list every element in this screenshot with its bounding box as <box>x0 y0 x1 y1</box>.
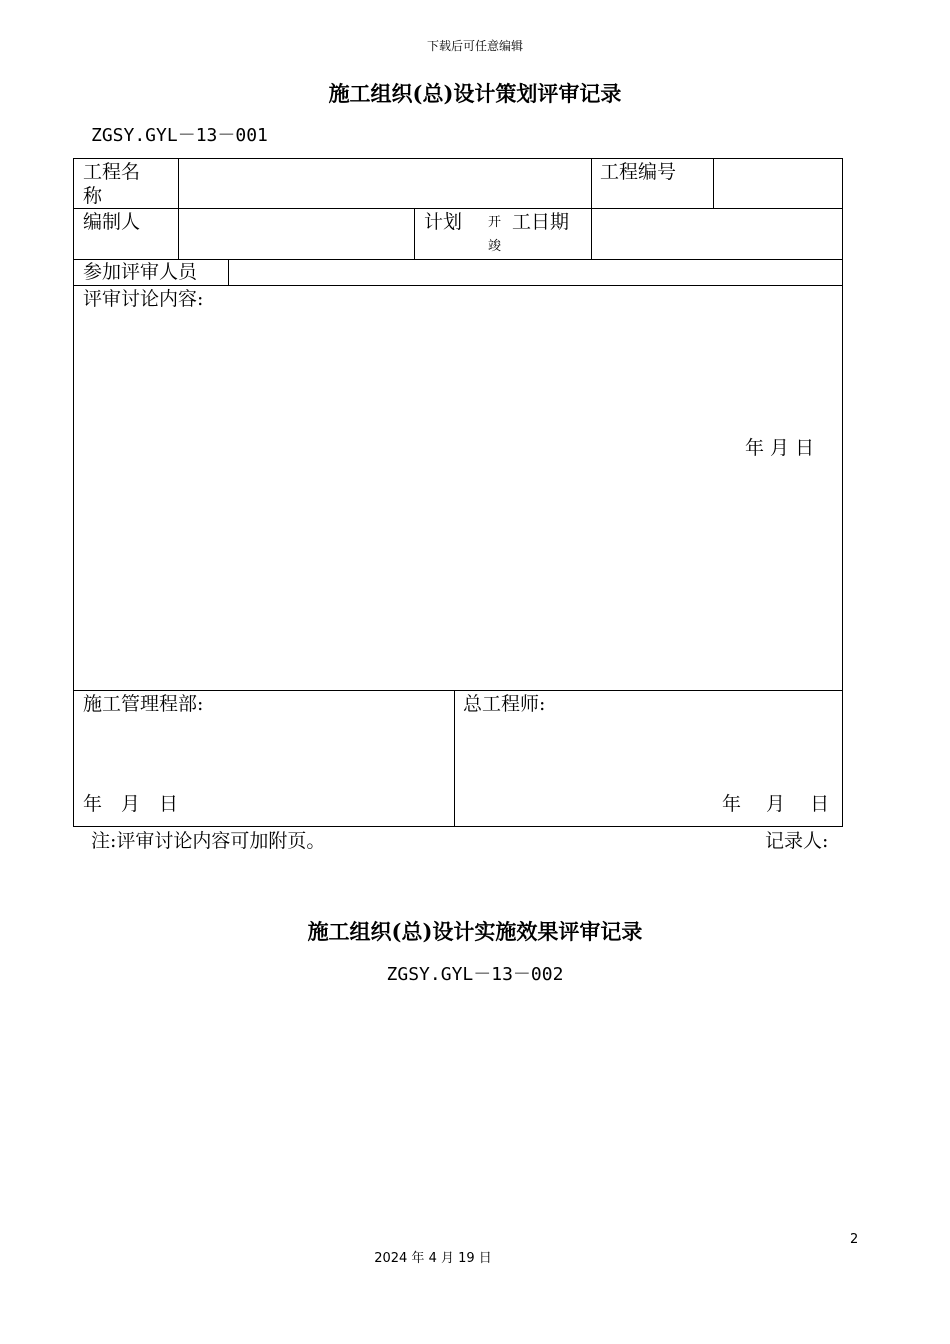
table-line <box>73 826 843 827</box>
page-number: 2 <box>850 1232 859 1247</box>
participants-label: 参加评审人员 <box>83 261 198 283</box>
plan-label: 计划 <box>424 211 463 233</box>
table-line <box>73 690 843 691</box>
chief-engineer-label: 总工程师: <box>463 693 546 715</box>
chief-engineer-date: 年 月 日 <box>722 793 830 815</box>
discussion-label: 评审讨论内容: <box>83 288 204 310</box>
table-line <box>73 158 843 159</box>
record-2-title: 施工组织(总)设计实施效果评审记录 <box>307 919 643 944</box>
project-number-label: 工程编号 <box>600 161 677 183</box>
start-char: 开 <box>488 215 502 230</box>
construction-dept-date: 年 月 日 <box>83 793 179 815</box>
table-line <box>842 158 843 827</box>
footer-date: 2024 年 4 月 19 日 <box>374 1251 492 1266</box>
record-1-title: 施工组织(总)设计策划评审记录 <box>328 81 622 106</box>
record-2-code: ZGSY.GYL－13－002 <box>386 964 564 985</box>
table-line <box>228 259 229 286</box>
table-line <box>713 158 714 209</box>
table-line <box>73 285 843 286</box>
header-note: 下载后可任意编辑 <box>426 39 523 53</box>
table-line <box>414 208 415 259</box>
record-1-code: ZGSY.GYL－13－001 <box>91 125 268 146</box>
table-line <box>73 208 843 209</box>
work-date-label: 工日期 <box>512 211 570 233</box>
table-line <box>591 158 592 259</box>
discussion-date: 年 月 日 <box>745 437 815 459</box>
note-text: 注:评审讨论内容可加附页。 <box>91 830 326 852</box>
compiler-label: 编制人 <box>83 211 141 233</box>
table-line <box>178 158 179 259</box>
end-char: 竣 <box>488 239 502 254</box>
table-line <box>454 690 455 827</box>
project-name-label: 工程名 称 <box>83 161 141 207</box>
table-line <box>73 158 74 827</box>
construction-dept-label: 施工管理程部: <box>83 693 204 715</box>
recorder-label: 记录人: <box>765 830 829 852</box>
